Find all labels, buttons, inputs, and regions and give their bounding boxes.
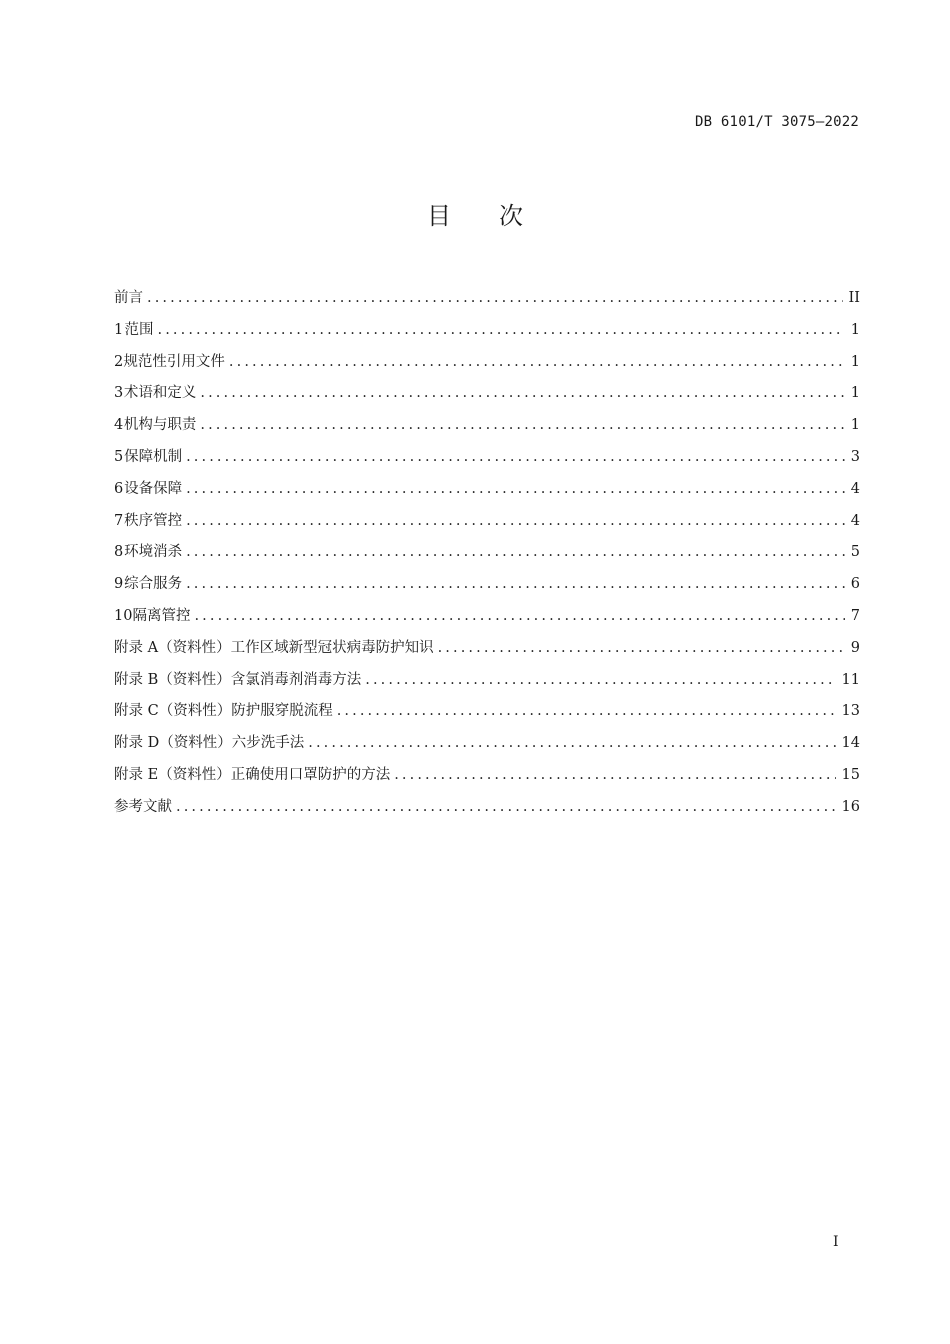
toc-entry-annex-c[interactable] [114, 699, 860, 731]
leader-dots [200, 417, 844, 433]
toc-entry-foreword[interactable] [114, 286, 860, 318]
toc-entry-page: 1 [850, 321, 860, 338]
toc-entry-label: 正确使用口罩防护的方法 [230, 766, 391, 783]
toc-entry-normative-references[interactable] [114, 350, 860, 382]
toc-entry-label: 含氯消毒剂消毒方法 [230, 671, 362, 688]
document-code: DB 6101/T 3075—2022 [695, 114, 859, 130]
leader-dots [365, 672, 835, 688]
toc-entry-label: 范围 [124, 321, 154, 338]
toc-entry-page: 1 [850, 353, 860, 370]
toc-entry-label: 设备保障 [124, 480, 183, 497]
toc-entry-page: 14 [841, 735, 860, 752]
toc-entry-page: 3 [850, 448, 860, 465]
toc-entry-page: 16 [841, 798, 860, 815]
annex-designation: 附录 A（资料性） [114, 639, 231, 656]
toc-entry-organization-duties[interactable] [114, 413, 860, 445]
toc-entry-equipment-guarantee[interactable] [114, 477, 860, 509]
toc-entry-label: 保障机制 [124, 448, 183, 465]
toc-entry-number: 8 [114, 544, 124, 561]
toc-entry-label: 机构与职责 [123, 417, 197, 434]
toc-entry-page: II [848, 290, 860, 306]
toc-entry-number: 7 [114, 512, 124, 529]
toc-title-char-2: 次 [499, 202, 523, 230]
annex-designation: 附录 E（资料性） [114, 766, 231, 783]
toc-entry-label: 六步洗手法 [231, 735, 305, 752]
toc-entry-label: 隔离管控 [132, 607, 191, 624]
toc-entry-annex-e[interactable] [114, 763, 860, 795]
toc-title [0, 200, 950, 232]
toc-entry-page: 5 [850, 544, 860, 561]
toc-entry-label: 术语和定义 [123, 385, 197, 402]
toc-entry-bibliography[interactable] [114, 795, 860, 827]
toc-entry-label: 工作区域新型冠状病毒防护知识 [230, 639, 434, 656]
leader-dots [186, 576, 845, 592]
table-of-contents [114, 286, 860, 827]
toc-title-char-1: 目 [427, 202, 451, 230]
leader-dots [394, 767, 835, 783]
leader-dots [200, 385, 844, 401]
toc-entry-number: 10 [114, 607, 133, 624]
toc-entry-number: 6 [114, 480, 124, 497]
toc-entry-page: 15 [841, 766, 860, 783]
toc-entry-page: 9 [850, 639, 860, 656]
leader-dots [186, 481, 845, 497]
toc-entry-number: 2 [114, 353, 124, 370]
toc-entry-page: 4 [850, 512, 860, 529]
leader-dots [176, 799, 836, 815]
toc-entry-guarantee-mechanism[interactable] [114, 445, 860, 477]
toc-entry-page: 4 [850, 480, 860, 497]
toc-entry-number: 1 [114, 321, 124, 338]
toc-entry-label: 前言 [114, 290, 143, 306]
toc-entry-isolation-control[interactable] [114, 604, 860, 636]
toc-entry-annex-a[interactable] [114, 636, 860, 668]
leader-dots [186, 544, 845, 560]
toc-entry-comprehensive-service[interactable] [114, 572, 860, 604]
leader-dots [147, 290, 843, 306]
leader-dots [194, 608, 844, 624]
leader-dots [337, 703, 836, 719]
toc-entry-page: 11 [841, 671, 860, 688]
leader-dots [308, 735, 835, 751]
toc-entry-label: 规范性引用文件 [123, 353, 225, 370]
toc-entry-page: 7 [850, 607, 860, 624]
toc-entry-environmental-disinfection[interactable] [114, 540, 860, 572]
toc-entry-terms-definitions[interactable] [114, 381, 860, 413]
annex-designation: 附录 C（资料性） [114, 703, 232, 720]
toc-entry-number: 3 [114, 385, 124, 402]
leader-dots [186, 449, 845, 465]
leader-dots [438, 640, 845, 656]
annex-designation: 附录 D（资料性） [114, 735, 232, 752]
toc-entry-label: 秩序管控 [124, 512, 183, 529]
toc-entry-page: 13 [841, 703, 860, 720]
footer-page-number: I [833, 1234, 839, 1250]
toc-entry-number: 9 [114, 576, 124, 593]
toc-entry-page: 6 [850, 576, 860, 593]
toc-entry-number: 4 [114, 417, 124, 434]
toc-entry-order-control[interactable] [114, 509, 860, 541]
leader-dots [186, 513, 845, 529]
toc-entry-label: 综合服务 [124, 576, 183, 593]
toc-entry-annex-b[interactable] [114, 668, 860, 700]
toc-entry-label: 参考文献 [114, 798, 172, 815]
toc-entry-annex-d[interactable] [114, 731, 860, 763]
toc-entry-label: 环境消杀 [124, 544, 183, 561]
toc-entry-scope[interactable] [114, 318, 860, 350]
toc-entry-page: 1 [850, 385, 860, 402]
leader-dots [229, 354, 845, 370]
toc-entry-page: 1 [850, 417, 860, 434]
toc-entry-label: 防护服穿脱流程 [231, 703, 333, 720]
toc-entry-number: 5 [114, 448, 124, 465]
annex-designation: 附录 B（资料性） [114, 671, 231, 688]
leader-dots [158, 322, 845, 338]
